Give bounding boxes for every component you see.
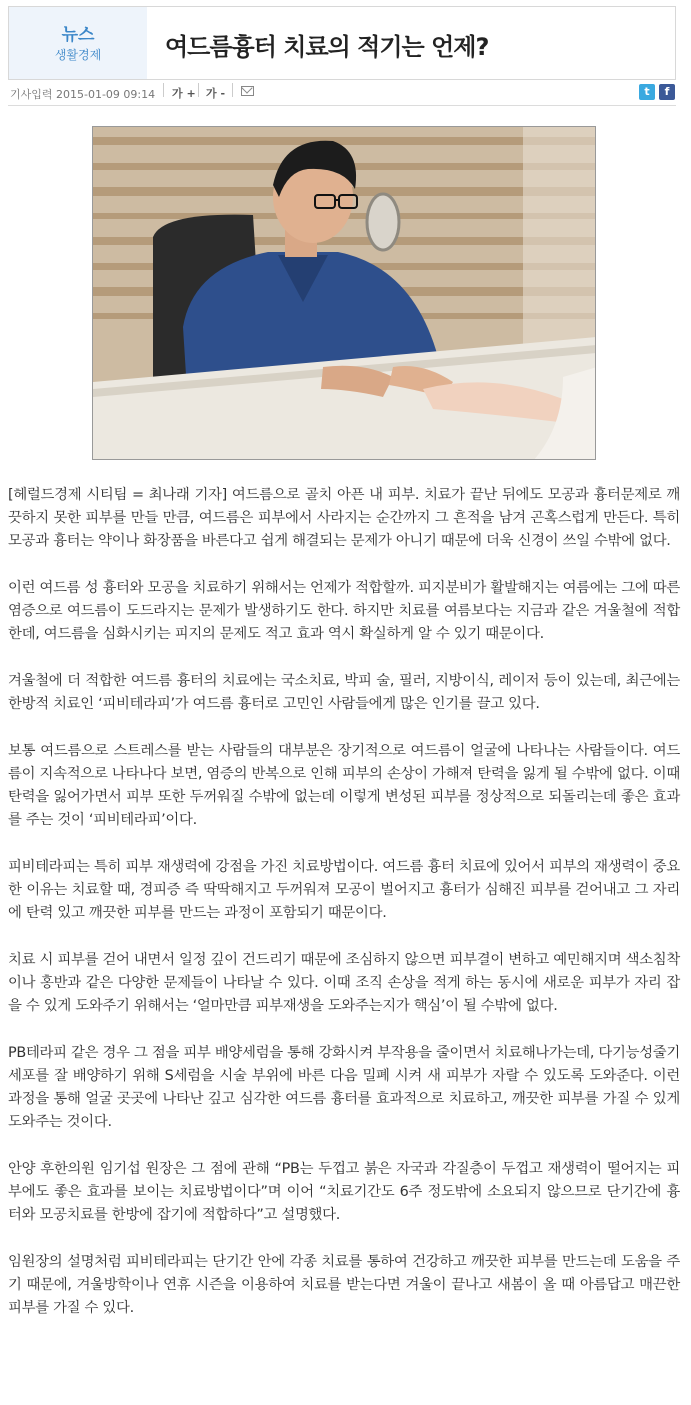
- article-paragraph: 피비테라피는 특히 피부 재생력에 강점을 가진 치료방법이다. 여드름 흉터 치료에 있어서 피부의 재생력이 중요한 이유는 치료할 때, 경피증 즉 딱딱해지고 두꺼워져 모공이 벌어지고 흉터가 심해진 피부를 걷어내고 그 자리에 탄력 있고 깨끗한 피부를 만드는 과정이 포함되기 때문이다.: [8, 859, 680, 921]
- facebook-icon[interactable]: f: [659, 84, 675, 100]
- page-title: 여드름흉터 치료의 적기는 언제?: [165, 33, 489, 61]
- font-size-decrease-button[interactable]: 가 -: [206, 87, 226, 100]
- twitter-icon[interactable]: t: [639, 84, 655, 100]
- divider: [163, 83, 164, 97]
- divider: [232, 83, 233, 97]
- article-paragraph: PB테라피 같은 경우 그 점을 피부 배양세럼을 통해 강화시켜 부작용을 줄이면서 치료해나가는데, 다기능성줄기세포를 잘 배양하기 위해 S세럼을 시술 부위에 바른 다음 밀폐 시켜 새 피부가 자랄 수 있도록 도와준다. 이런 과정을 통해 얼굴 곳곳에 나타난 깊고 심각한 여드름 흉터를 효과적으로 치료하고, 깨끗한 피부를 가질 수 있게 도와주는 것이다.: [8, 1045, 680, 1130]
- article-header: [8, 6, 676, 80]
- article-paragraph: 겨울철에 더 적합한 여드름 흉터의 치료에는 국소치료, 박피 술, 필러, 지방이식, 레이저 등이 있는데, 최근에는 한방적 치료인 ‘피비테라피’가 여드름 흉터로 고민인 사람들에게 많은 인기를 끌고 있다.: [8, 673, 680, 712]
- category-box[interactable]: [9, 7, 147, 79]
- article-meta-bar: [8, 80, 676, 106]
- category-main-label[interactable]: 뉴스: [61, 25, 95, 45]
- article-paragraph: 보통 여드름으로 스트레스를 받는 사람들의 대부분은 장기적으로 여드름이 얼굴에 나타나는 사람들이다. 여드름이 지속적으로 나타나다 보면, 염증의 반복으로 인해 피부의 손상이 가해져 탄력을 잃게 될 수밖에 없다. 이때 탄력을 잃어가면서 피부 또한 두꺼워질 수밖에 없는데 이렇게 변성된 피부를 정상적으로 되돌리는데 좋은 효과를 주는 것이 ‘피비테라피’이다.: [8, 743, 680, 828]
- publish-date: 기사입력 2015-01-09 09:14: [10, 88, 156, 101]
- article-photo: [92, 126, 596, 460]
- divider: [198, 83, 199, 97]
- category-sub-label[interactable]: 생활경제: [54, 48, 102, 62]
- article-paragraph: 이런 여드름 성 흉터와 모공을 치료하기 위해서는 언제가 적합할까. 피지분비가 활발해지는 여름에는 그에 따른 염증으로 여드름이 도드라지는 문제가 발생하기도 한다. 하지만 치료를 여름보다는 지금과 같은 겨울철에 적합한데, 여드름을 심화시키는 피지의 문제도 적고 효과 역시 확실하게 알 수 있기 때문이다.: [8, 580, 680, 642]
- article-paragraph: 임원장의 설명처럼 피비테라피는 단기간 안에 각종 치료를 통하여 건강하고 깨끗한 피부를 만드는데 도움을 주기 때문에, 겨울방학이나 연휴 시즌을 이용하여 치료를 받는다면 겨울이 끝나고 새봄이 올 때 아름답고 매끈한 피부를 가질 수 있다.: [8, 1254, 680, 1316]
- article-paragraph: [헤럴드경제 시티팀 = 최나래 기자] 여드름으로 골치 아픈 내 피부. 치료가 끝난 뒤에도 모공과 흉터문제로 깨끗하지 못한 피부를 만들 만큼, 여드름은 피부에서 사라지는 순간까지 그 흔적을 남겨 곤혹스럽게 만든다. 특히 모공과 흉터는 약이나 화장품을 바른다고 쉽게 해결되는 문제가 아니기 때문에 더욱 신경이 쓰일 수밖에 없다.: [8, 487, 680, 549]
- mail-icon[interactable]: [241, 86, 254, 96]
- article-paragraph: 치료 시 피부를 걷어 내면서 일정 깊이 건드리기 때문에 조심하지 않으면 피부결이 변하고 예민해지며 색소침착이나 홍반과 같은 다양한 문제들이 나타날 수 있다. 이때 조직 손상을 적게 하는 동시에 새로운 피부가 자리 잡을 수 있게 도와주기 위해서는 ‘얼마만큼 피부재생을 도와주는지가 핵심’이 될 수밖에 없다.: [8, 952, 680, 1014]
- article-body: [8, 484, 680, 1344]
- font-size-increase-button[interactable]: 가 +: [172, 87, 196, 100]
- article-paragraph: 안양 후한의원 임기섭 원장은 그 점에 관해 “PB는 두껍고 붉은 자국과 각질층이 두껍고 재생력이 떨어지는 피부에도 좋은 효과를 보이는 치료방법이다”며 이어 “치료기간도 6주 정도밖에 소요되지 않으므로 단기간에 흉터와 모공치료를 한방에 잡기에 적합하다”고 설명했다.: [8, 1161, 680, 1223]
